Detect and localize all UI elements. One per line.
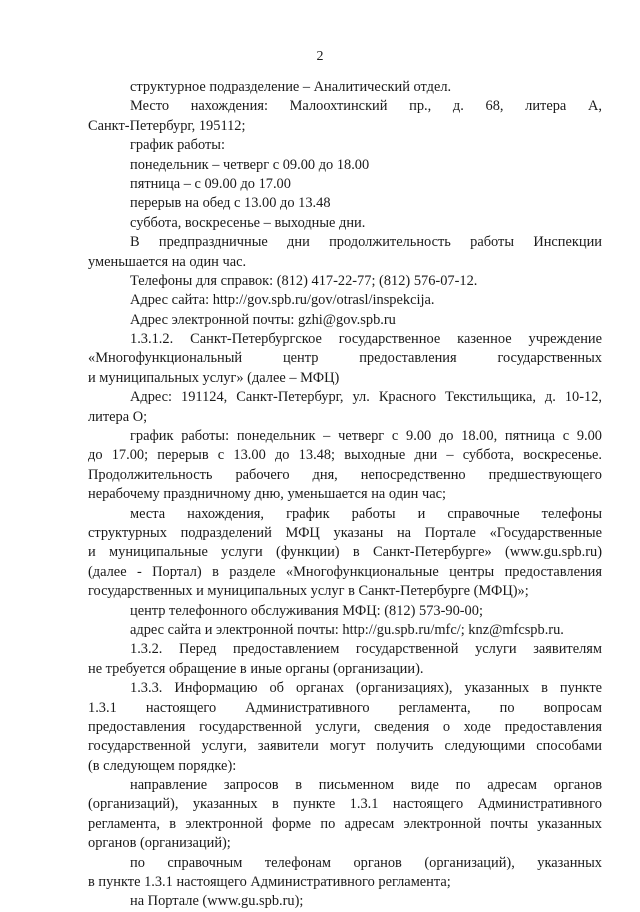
text-line: Адрес сайта: http://gov.spb.ru/gov/otrasl/inspekcija. (130, 292, 435, 309)
text-line: адрес сайта и электронной почты: http://gu.spb.ru/mfc/; knz@mfcspb.ru. (130, 621, 564, 638)
text-line: государственных и муниципальных услуг в Санкт-Петербурге (МФЦ)»; (88, 583, 529, 600)
text-line: центр телефонного обслуживания МФЦ: (812) 573-90-00; (130, 602, 483, 619)
text-line: перерыв на обед с 13.00 до 13.48 (130, 195, 331, 212)
page-number: 2 (316, 49, 324, 64)
text-line: предоставления государственной услуги, сведения о ходе предоставления (88, 718, 602, 735)
text-line: В предпраздничные дни продолжительность работы Инспекции (130, 234, 602, 251)
text-line: структурных подразделений МФЦ указаны на Портале «Государственные (88, 524, 602, 541)
text-line: Адрес: 191124, Санкт-Петербург, ул. Красного Текстильщика, д. 10-12, (130, 389, 602, 406)
text-line: литера О; (88, 408, 148, 425)
text-line: понедельник – четверг с 09.00 до 18.00 (130, 156, 370, 173)
text-line: Санкт-Петербург, 195112; (88, 117, 246, 134)
document-body (88, 78, 602, 912)
text-line: 1.3.3. Информацию об органах (организациях), указанных в пункте (130, 680, 602, 697)
text-line: график работы: понедельник – четверг с 9.00 до 18.00, пятница с 9.00 (130, 428, 602, 445)
text-line: до 17.00; перерыв с 13.00 до 13.48; выходные дни – суббота, воскресенье. (88, 447, 602, 464)
text-line: на Портале (www.gu.spb.ru); (130, 893, 304, 910)
text-line: 1.3.2. Перед предоставлением государственной услуги заявителям (130, 641, 602, 658)
text-line: уменьшается на один час. (88, 253, 247, 270)
text-line: регламента, в электронной форме по адресам электронной почты указанных (88, 815, 602, 832)
text-line: нерабочему праздничному дню, уменьшается на один час; (88, 486, 446, 503)
text-line: места нахождения, график работы и справочные телефоны (130, 505, 602, 522)
text-line: и муниципальные услуги (функции) в Санкт-Петербурге» (www.gu.spb.ru) (88, 544, 602, 561)
text-line: 1.3.1 настоящего Административного регламента, по вопросам (88, 699, 602, 716)
text-line: не требуется обращение в иные органы (организации). (88, 660, 424, 677)
text-line: Продолжительность рабочего дня, непосредственно предшествующего (88, 466, 602, 483)
text-line: пятница – с 09.00 до 17.00 (130, 175, 291, 192)
text-line: структурное подразделение – Аналитический отдел. (130, 79, 452, 95)
text-line: по справочным телефонам органов (организаций), указанных (130, 854, 602, 871)
text-line: 1.3.1.2. Санкт-Петербургское государственное казенное учреждение (130, 331, 602, 348)
text-line: суббота, воскресенье – выходные дни. (130, 214, 366, 231)
text-line: направление запросов в письменном виде по адресам органов (130, 777, 602, 794)
text-line: Телефоны для справок: (812) 417-22-77; (812) 576-07-12. (130, 272, 478, 289)
text-line: органов (организаций); (88, 835, 231, 852)
text-line: и муниципальных услуг» (далее – МФЦ) (88, 369, 340, 386)
text-line: Место нахождения: Малоохтинский пр., д. 68, литера А, (130, 98, 602, 115)
text-line: (в следующем порядке): (88, 757, 237, 774)
text-line: график работы: (130, 137, 225, 154)
text-line: (далее - Портал) в разделе «Многофункциональные центры предоставления (88, 563, 602, 580)
text-line: государственной услуги, заявители могут получить следующими способами (88, 738, 602, 755)
text-line: в пункте 1.3.1 настоящего Административного регламента; (88, 874, 451, 891)
text-line: «Многофункциональный центр предоставления государственных (88, 350, 602, 367)
text-line: (организаций), указанных в пункте 1.3.1 настоящего Административного (88, 796, 602, 813)
text-line: Адрес электронной почты: gzhi@gov.spb.ru (130, 311, 396, 328)
